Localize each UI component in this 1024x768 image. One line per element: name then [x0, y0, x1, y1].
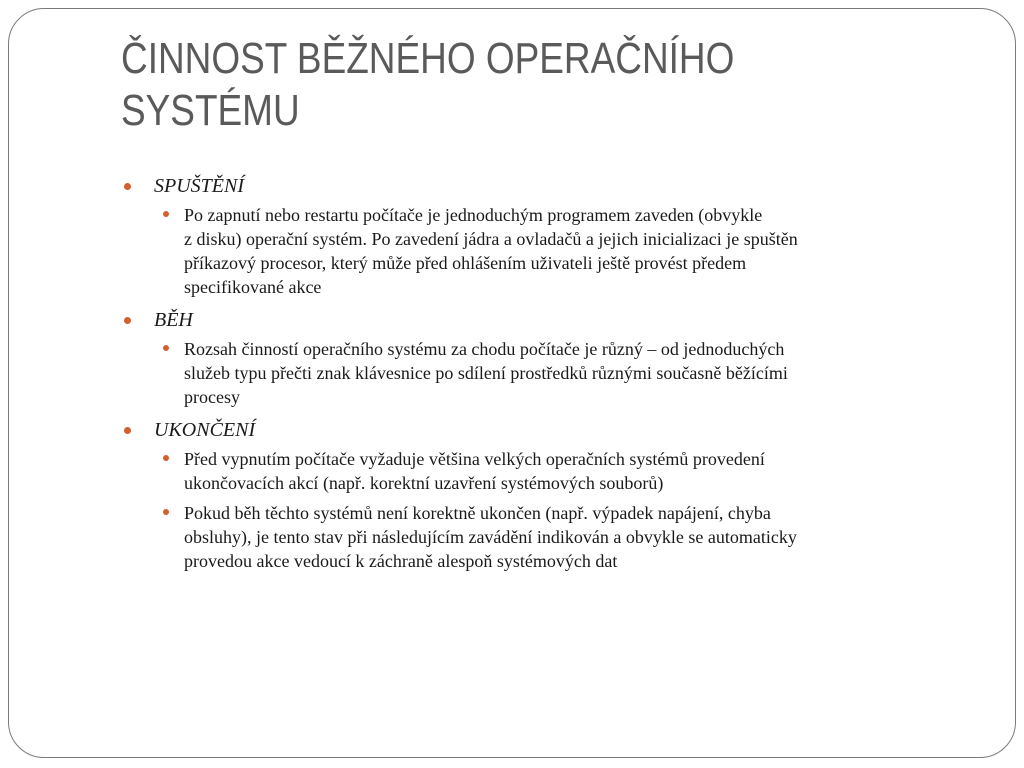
bullet-icon [163, 509, 169, 515]
bullet-line: Po zapnutí nebo restartu počítače je jednoduchým programem zaveden (obvykle [184, 205, 763, 225]
section-heading [121, 417, 981, 443]
bullet-line: příkazový procesor, který může před ohlášením uživateli ještě provést předem [184, 253, 747, 273]
bullet-line: Před vypnutím počítače vyžaduje většina velkých operačních systémů provedení [184, 449, 765, 469]
section-heading [121, 173, 981, 199]
bullet-line: specifikované akce [184, 277, 322, 297]
slide-title [121, 33, 810, 137]
bullet-icon [163, 345, 169, 351]
section-heading-text: BĚH [154, 309, 193, 331]
bullet-line: ukončovacích akcí (např. korektní uzavření systémových souborů) [184, 473, 664, 493]
bullet-line: obsluhy), je tento stav při následujícím zavádění indikován a obvykle se automaticky [184, 527, 797, 547]
section-heading-text: SPUŠTĚNÍ [154, 175, 244, 197]
bullet-icon [124, 427, 131, 434]
bullet-line: z disku) operační systém. Po zavedení jádra a ovladačů a jejich inicializaci je spuštěn [184, 229, 798, 249]
bullet-icon [124, 183, 131, 190]
section-beh [121, 307, 981, 409]
bullet-line: služeb typu přečti znak klávesnice po sdílení prostředků různými současně běžícími [184, 363, 788, 383]
section-spusteni [121, 173, 981, 299]
slide-title-line: ČINNOST BĚŽNÉHO OPERAČNÍHO [121, 34, 735, 83]
slide-title-line: SYSTÉMU [121, 86, 300, 135]
bullet-line: provedou akce vedoucí k záchraně alespoň systémových dat [184, 551, 618, 571]
bullet-icon [124, 317, 131, 324]
bullet-item [121, 447, 981, 495]
section-heading-text: UKONČENÍ [154, 419, 256, 441]
bullet-line: Pokud běh těchto systémů není korektně ukončen (např. výpadek napájení, chyba [184, 503, 771, 523]
section-heading [121, 307, 981, 333]
bullet-item [121, 501, 981, 573]
bullet-icon [163, 455, 169, 461]
bullet-item [121, 337, 981, 409]
bullet-line: procesy [184, 387, 240, 407]
bullet-icon [163, 211, 169, 217]
slide-frame [8, 8, 1016, 758]
bullet-line: Rozsah činností operačního systému za chodu počítače je různý – od jednoduchých [184, 339, 785, 359]
slide-content [121, 173, 981, 581]
bullet-item [121, 203, 981, 299]
section-ukonceni [121, 417, 981, 573]
